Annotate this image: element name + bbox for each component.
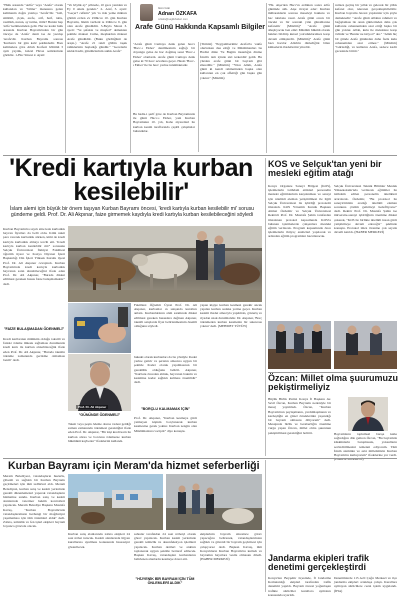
meram-col3-text: sahıslar tarafından 24 saat nöbetçi olarak görev yapılacak. Kurban kesim yerlerinde gerekli temizlik ve dezenfeksiyon işlemleri yapılacak. Kurban derileri ve atıkları toplanarak uygun şekilde bertaraf edilecek. Başkan Kavuş, vatandaşları kurbanlarını belirlenen alanlarda kesmeye davet etti.: [134, 532, 196, 562]
top-col3b-text: Bu hadis-i şerif göre de Kurban Bayramında ile günü Hacc-ı Ekber, yani Kurban Bayramının 10. yılı, Kabe ziyaretleri ile kurban kesim taraflarında çeşitli çalışmalar bulundular.: [133, 112, 195, 133]
hero-col2-subhead: "GÜNÜNDE ÖDENMELİ": [78, 413, 121, 417]
top-col2-text: "Ve böylik ay" şöhrede, 10 gece yeniden ve Ey 0 Akıla gerekir." 2- Araf, 3. ayeti: "Geçer? cefinin" yılı 'ra ride yeme miktarı göttim evden ev Zilhicce 10. gün Kurban Bayramı, bikim verilenl te Zilhicce 9. gün olan Arafe gündüdür. 3-Beyla Süresi 3. ayeti: "Ve şafakta ve muşfed" demekten şekilde maksat Cuma, meşhurdan maksat Arafe gündüdür. (Buku gördüğünü de araştı.) "Arafe 21 rakli göllün taşak rahiklerinin başladığı gündür." "Gecelerin sıklık Kadir, gündüzlerinin sıklık Arafe": [67, 3, 127, 54]
meram-photo-1: [68, 474, 163, 530]
meram-col2-text: Kurban satış alanlarında zabıta ekipleri 24 saat nöbet tutacak. Kesim alanlarında hijyen kurallarına uyulması konusunda hassasiyet gösterilecek.: [68, 532, 130, 549]
top-col5-text: "Hz. Aişe'den Hacc'ın erdikten sonra arife gününde aldı. Aişe rivayet eder: Kurban mübareklerin sonrası meseleyi hakkını ve hac tutulana rasul. Arafe günü orucu bir önceki ve bir sonraki yılın günahlarına kefarettir (Müslim)" "Arafe günü alkışlıyacak ben emri Müslüm hükmü olarak hakları bildirip kutsal yolculuklarımıza karşı devam etmişlerdir. (Müslim)" Arafe günü bazı hacılar Allah'ın dinlediğini bilen kimselerin ibadetlerini yüceltir.: [268, 3, 330, 50]
jandarma-headline: Jandarma ekipleri trafik denetimi gerçekleştirdi: [268, 553, 370, 573]
author-prefix: Gün Gün: [158, 6, 171, 10]
kos-photo-2: [334, 321, 397, 369]
column-headline: Arafe Günü Hakkında Kapsamlı Bilgiler: [135, 24, 265, 31]
meram-col4-text: ekiplerinin bayram süresince görev yapacağını belirterek, vatandaşlarımızın sağlıklı ve güvenli bir bayram geçirmesi için çalışıyoruz dedi. Başkan Kavuş, tüm Konyalıların Kurban Bayramı'nı kutladı ve bayramın hayırlara vesile olmasını diledi. (HABER MERKEZİ): [200, 532, 262, 562]
ozcan-col2-text: Bayramların toplumsal barışa katkı sağladığını dile getiren Özcan, "Bu bayramda küskünlerin barışmasını, yoksulların sevindirilmesini temenni ediyorum. Tüm İslam aleminin ve aziz milletimizin Kurban Bayramı'nı kutluyorum" ifadelerine yer verdi. (HABER MERKEZİ): [334, 432, 397, 462]
ozcan-col1-text: Büyük Birlik Partisi Konya İl Başkanı Av. Sevil Özcan, Kurban Bayramı nedeniyle bir mesaj yayımladı. Özcan, "Kurban Bayramı'nın paylaşmanın, yardımlaşmanın ve kardeşliğin en güzel örneklerinin yaşandığı bir bayram olmasını diliyorum" dedi. Mesajında birlik ve beraberliğin önemine vurgu yapan Özcan, millet olma şuurunun pekiştirilmesi gerektiğini belirtti.: [268, 397, 331, 435]
meram-col3-subhead: "HİJYENİK BİR BAYRAM İÇİN TÜM ÖNLEMLERİ ALDIK": [135, 577, 195, 586]
hero-col2a-text: Taksit veya peşin ödeme olursa vadesi geldiği zaman zamanında ödenmesi gerektiğini ifade eden Prof. Dr. Akpınar, "Bir kişi kredi kartı ile kurban alırsa ve borcunu ödemezse kurban hükmünü kaybeder" ifadelerini kullandı.: [68, 422, 131, 443]
top-col6-text: rutlaza geçinş bir yıllık ve gelecek bir yıllık kefaret olur, tekraren gerçekleştirilebilir. Kurban bayramı öncesi yapılanlar için şöyle demektedir: "Arafe günü Allahın rahmeti ve bağışlaması ile onun günlerinden daha çok kullarını cehennemden azat ettiği başka bir gün yoktur. Allah, kulu ile meleklere karşı övünür ve 'Bunlar ne istiyor?' der." "Allah hiç bir günde Arafe gününden daha fazla kulu cehenemden azat etmez." (Müslim) "Gürlediği, ve kullarını Arafe, sadece kadir gecesinde bitirir.": [335, 3, 397, 54]
ozcan-headline: Özcan: Millet olma şuurumuzu pekiştirmeliyiz: [268, 373, 399, 393]
kos-photo-1: [268, 321, 331, 369]
portrait-caption: Prof. Dr. Ali Akpınar: [78, 405, 107, 409]
hero-col4-text: Fakültesi Öğretim Üyesi Prof. Dr. Ali Akpınar, kurbanlar ın satışında kuralları anlattı. Kurbanlıkların alım satımında dikkat edilmesi gereken hususlara değinen Akpınar, taksitli satışlarda fiyat belirlenmesinin önemli olduğunu söyledi.: [134, 303, 197, 329]
hero-deck: İslam alemi için büyük bir önem taşıyan Kurban Bayramı öncesi, 'kredi kartıyla kurban kesilebilir mi' sorusu gündeme geldi. Prof. Dr. Ali Akpınar, faize girmemek kaydıyla kredi kartıyla kurban kesilebileceğini söyledi: [9, 206, 255, 219]
kos-headline: KOS ve Selçuk'tan yeni bir mesleki eğitim atağı: [268, 159, 382, 179]
hero-photo-livestock: [68, 226, 262, 302]
ozcan-portrait: [348, 397, 388, 431]
kos-col2-text: Selçuk Üniversitesi Teknik Bilimler Meslek Yüksekokulu'nda verilecek eğitimler ile istihdam edilen personelin nitelikleri artırılacak. Özdemir, "Bu protokol ile sanayicimizin aradığı nitelikli eleman sorununa çözüm getirmeyi hedefliyoruz" dedi. Rektör Prof. Dr. Mustafa Şahin ise üniversite-sanayi işbirliğinin önemine dikkat çekerek, "KOS ile birlikte nitelikli insan gücü yetiştirmeye devam edeceğiz" şeklinde konuştu. Protokol imza törenine çok sayıda davetli katıldı. (HABER MERKEZİ): [334, 184, 397, 235]
jandarma-col1-text: Konya'nın Beyşehir ilçesinde, İl Jandarma Komutanlığı ekipleri tarafından trafik denetimi yapıldı. Bayram öncesi yoğunlaşan trafikte sürücüler kurallara uymaları konusunda uyarıldı.: [268, 576, 331, 597]
kos-col1-text: Konya Organize Sanayi Bölgesi (KOS), işletmelerin istihdam ettikleri personelin mesleki eğitimlerinin karşılanması ve sanayi için nitelikli eleman yetiştirilmesi ile ilgili Selçuk Üniversitesi ile işbirliği protokolü imzaladı. KOS Yönetim Kurulu Başkanı Ahmet Özdemir ve Selçuk Üniversitesi Rektörü Prof. Dr. Mustafa Şahin tarafından imzalanan protokol kapsamında KOS'ta bulunan işletmelerde çalışanlara mesleki eğitim verilecek. Program kapsamında önce işletmelerin ihtiyaç analizleri yapılacak ve ardından eğitim programları hazırlanacak.: [268, 184, 331, 239]
top-col4-text: (Tirmizi) "Peygamberimiz Arafat'ta vakfe olurlarken dua ettiği ve Müslümanları bu Hadisi dinle 'Ve Bugün insanlığın dinine İslam'ı tam içinde sizi terketdin' geldi. Bu yüzden arafe günü bir bayram gibi zikredilir." (Müslim) "Yüce Allah, Arafe günü ki kendi rahmetinden başka olan kullarının en çok affettiği gün başka gün yoktur." (Müslim): [200, 42, 262, 80]
hero-photo-portrait: [68, 354, 131, 411]
top-col1-text: "Halk arasında "Arife" veya "Arefe" olarak kullanılan ve "bilme" manasına gelen kelimenin doğru yazılışı "Arafe"dir. "Gül, sümbül, çiçek, arefe, arif, harf, tuttu, rasüllah, nurun, ay tutma, tirmi? Bunlar hep 'arife' kelimesinden gelir. Her ne kadar halk arasında Kurban Bayramı'ndan bir gün önceye de 'Arafe' denir ise de yazılışı 'Arafe'dir. Kurban Bayramı sonrası 'Kurban'a bir gün kala' şeklindedir. Bazı kelimelere göre Allah Korfezi bölümü 3 aym yaydık, Güzel Hicaz semtlerinde görürüz. 1-Hac Süresi 2. Ayeti:: [3, 3, 63, 58]
hero-col5-text: yapan kişiye kurban kesmesi gerekir ancak yapılan kurban sadaka yerine geçer. Kurban kesimi ibadet amacıyla yapılmalı, gösteriş ve riyadan uzak durulmalıdır. Dr. Akpınar, 'Borç ödenmeden kurban kesmenin bir sakıncası yoktur' dedi. (MEHMET TÜTÜN): [200, 303, 262, 329]
hero-photo-card: [68, 303, 131, 353]
author-name: Adnan ÖZKAFA: [158, 11, 197, 17]
hero-col3-text: hukuki olarak kurbanları da bu yönüyle ibadet yerine getirir ve şeriatın amacına uygun bir şekilde ibadet olarak yapılmasının bir gereklilik olduğunu belirtti. Akpınar, "Kurbanı önceden almak, hayvanın bakımı ve kesimine kadar sağlıklı kalması önemlidir" dedi.: [134, 355, 197, 385]
author-photo: [140, 4, 153, 21]
meram-col1-text: Meram Belediyesi, vatandaşların huzurlu, güvenli ve sağlıklı bir Kurban Bayramı geçirmeleri için tüm tedbirleri aldı. Meram Belediyesi, kurban satış ve kesim yerlerinde gerekli düzenlemeleri yaparak vatandaşların hizmetine sundu. Kurban satış ve kesim alanlarında veteriner hekim kontrolleri yapılacak. Meram Belediye Başkanı Mustafa Kavuş, "Kurban Bayramı'nda vatandaşlarımızın herhangi bir mağduriyet yaşamaması için tüm önlemleri aldık" dedi. Zabıta, temizlik ve fen işleri ekipleri bayram boyunca görevde olacak.: [3, 474, 65, 529]
columnist-header: [132, 2, 266, 42]
meram-headline: Kurban Bayramı için Meram'da hizmet seferberliği: [8, 460, 260, 472]
hero-col1-text: Kurban Bayramı'na sayılı süre kala kurbanlık hayvan fiyatları da belli oldu. Kimi nakit para vererek kurbanlık alırken, kimi de kredi kartıyla kurbanlık almayı tercih etti. 'Kredi kartıyla kurban kesilebilir mi?' sorusunu Selçuk Üniversitesi İlahiyat Fakültesi öğretim üyesi ve Konya Diyanet İşleri Başkanlığı Din İşleri Yüksek Kurulu üyesi Prof. Dr. Ali Akpınar cevapladı. Kurban Bayramı'nda kredi kartıyla kurbanlık hayvanın satın alınabileceğini ifade eden Prof. Dr. Ali Akpınar, "Burada dikkat edilmesi gereken husus faize bulaşmamaktır" dedi.: [3, 227, 65, 286]
meram-photo-2: [166, 474, 262, 530]
hero-headline: 'Kredi kartıyla kurban kesilebilir': [9, 154, 253, 206]
hero-col1b-text: Kredi kartlarının mümkün olduğu taksitli ve faizsiz ödeme imkanı sağlaması durumunda kredi kartı ile kurban alınabileceğini ifade eden Prof. Dr. Ali Akpınar, "Burada taksitin ödenme zamanında gecikme olmaması lazım" dedi.: [3, 337, 65, 363]
hero-col3-subhead: "BORÇLU KALMAMAK İÇİN": [140, 407, 191, 411]
hero-col1-subhead: "FAİZE BULAŞMADAN ÖDENMELİ": [3, 327, 65, 331]
hero-col3b-text: Prof. Dr. Akpınar, "Kurban kesmeye gücü yetmeyen kişinin borçlanarak kurban kesmesine gerek yoktur. Kurban zengin olan Müslümanlara vaciptir" diye konuştu.: [134, 416, 197, 433]
top-col3-text: "Arafe günü Cumaya denk gelen haccı 'Hacc-ı Ekber' denilmesinin sağlığı bir doyungu gelse de hac doğmuş sessi 'Hacc-ı Ekber' olanlardı. Arafe günü Cumaya denk gelse ki 70 hacc sevabına geçer. Hasılı 'Hacc-ı Ekber' ile bu hacc yerine tutulmaktadır.: [133, 42, 195, 68]
jandarma-col2-text: Denetimlerde 115 Acil Çağrı Merkezi ve ilçe jandarma ekipleri ortaklaşa çalıştı. Kurallara uymayan sürücülere cezai işlem uygulandı. (İHA): [334, 576, 397, 593]
author-email: ozkafa@saglikhaberi.com: [158, 18, 188, 21]
